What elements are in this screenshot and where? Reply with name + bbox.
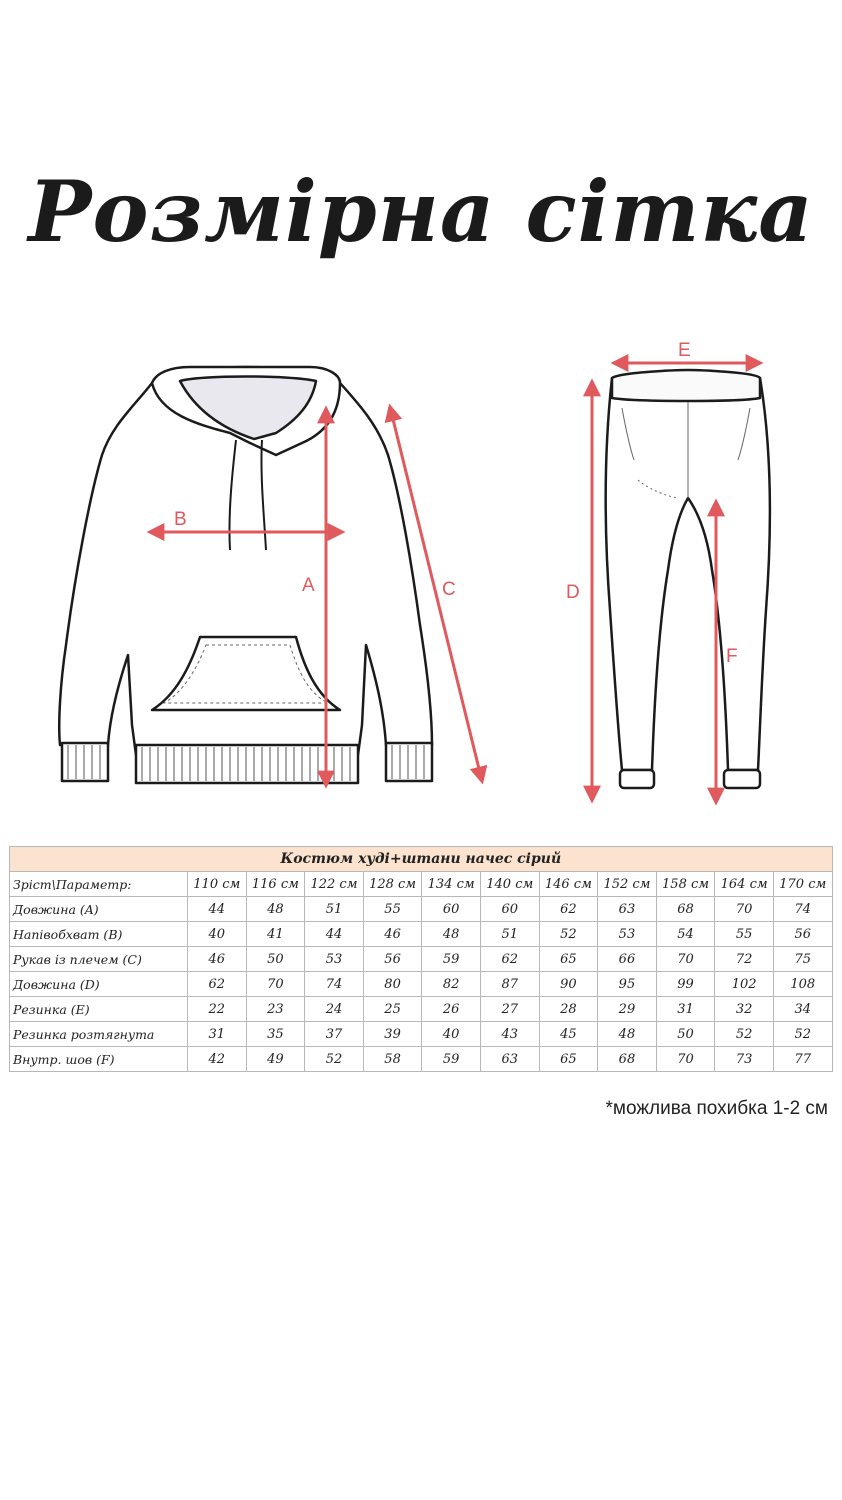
table-cell: 23 <box>246 997 305 1022</box>
size-header: 170 см <box>773 872 832 897</box>
table-cell: 66 <box>598 947 657 972</box>
table-cell: 52 <box>305 1047 364 1072</box>
table-cell: 39 <box>363 1022 422 1047</box>
hoodie-label-b: B <box>174 509 187 530</box>
pants-label-e: E <box>678 340 691 361</box>
table-cell: 55 <box>363 897 422 922</box>
table-cell: 70 <box>656 947 715 972</box>
table-cell: 53 <box>305 947 364 972</box>
row-label: Довжина (A) <box>10 897 188 922</box>
size-header: 134 см <box>422 872 481 897</box>
table-cell: 65 <box>539 947 598 972</box>
table-cell: 31 <box>188 1022 247 1047</box>
row-label: Довжина (D) <box>10 972 188 997</box>
table-cell: 40 <box>422 1022 481 1047</box>
row-label: Резинка (E) <box>10 997 188 1022</box>
table-cell: 87 <box>480 972 539 997</box>
table-cell: 48 <box>246 897 305 922</box>
table-cell: 56 <box>363 947 422 972</box>
table-body <box>10 897 833 1072</box>
table-cell: 51 <box>480 922 539 947</box>
size-table <box>9 846 833 1072</box>
table-cell: 95 <box>598 972 657 997</box>
table-cell: 22 <box>188 997 247 1022</box>
header-label: Зріст\Параметр: <box>10 872 188 897</box>
table-cell: 60 <box>422 897 481 922</box>
table-cell: 43 <box>480 1022 539 1047</box>
table-cell: 74 <box>773 897 832 922</box>
table-cell: 48 <box>422 922 481 947</box>
size-header: 152 см <box>598 872 657 897</box>
table-cell: 52 <box>539 922 598 947</box>
table-cell: 75 <box>773 947 832 972</box>
table-cell: 59 <box>422 947 481 972</box>
size-header: 116 см <box>246 872 305 897</box>
table-row <box>10 972 833 997</box>
table-cell: 55 <box>715 922 774 947</box>
footnote: *можлива похибка 1-2 см <box>605 1098 828 1119</box>
table-cell: 62 <box>539 897 598 922</box>
table-header-row <box>10 872 833 897</box>
table-cell: 34 <box>773 997 832 1022</box>
table-cell: 46 <box>188 947 247 972</box>
table-cell: 40 <box>188 922 247 947</box>
size-header: 128 см <box>363 872 422 897</box>
table-cell: 73 <box>715 1047 774 1072</box>
table-row <box>10 997 833 1022</box>
table-cell: 37 <box>305 1022 364 1047</box>
table-cell: 70 <box>246 972 305 997</box>
table-cell: 31 <box>656 997 715 1022</box>
table-cell: 53 <box>598 922 657 947</box>
size-header: 164 см <box>715 872 774 897</box>
table-cell: 74 <box>305 972 364 997</box>
table-cell: 28 <box>539 997 598 1022</box>
table-cell: 63 <box>480 1047 539 1072</box>
table-cell: 70 <box>715 897 774 922</box>
table-row <box>10 1047 833 1072</box>
table-cell: 41 <box>246 922 305 947</box>
table-cell: 24 <box>305 997 364 1022</box>
table-cell: 48 <box>598 1022 657 1047</box>
table-cell: 80 <box>363 972 422 997</box>
table-cell: 46 <box>363 922 422 947</box>
page-title: Розмірна сітка <box>28 162 814 261</box>
table-cell: 68 <box>598 1047 657 1072</box>
table-cell: 102 <box>715 972 774 997</box>
table-cell: 54 <box>656 922 715 947</box>
table-cell: 26 <box>422 997 481 1022</box>
table-cell: 99 <box>656 972 715 997</box>
table-cell: 52 <box>773 1022 832 1047</box>
table-cell: 32 <box>715 997 774 1022</box>
table-cell: 59 <box>422 1047 481 1072</box>
table-cell: 77 <box>773 1047 832 1072</box>
pants-sketch <box>560 330 790 815</box>
table-cell: 29 <box>598 997 657 1022</box>
table-cell: 56 <box>773 922 832 947</box>
hoodie-label-c: C <box>442 579 456 600</box>
size-header: 158 см <box>656 872 715 897</box>
table-cell: 35 <box>246 1022 305 1047</box>
table-cell: 27 <box>480 997 539 1022</box>
table-cell: 82 <box>422 972 481 997</box>
table-cell: 49 <box>246 1047 305 1072</box>
table-cell: 108 <box>773 972 832 997</box>
table-caption: Костюм худі+штани начес сірий <box>10 847 833 872</box>
table-row <box>10 897 833 922</box>
pants-label-f: F <box>726 646 738 667</box>
row-label: Напівобхват (B) <box>10 922 188 947</box>
hoodie-label-a: A <box>302 575 315 596</box>
table-row <box>10 947 833 972</box>
table-cell: 44 <box>305 922 364 947</box>
table-cell: 45 <box>539 1022 598 1047</box>
table-cell: 42 <box>188 1047 247 1072</box>
table-cell: 72 <box>715 947 774 972</box>
table-cell: 50 <box>656 1022 715 1047</box>
row-label: Внутр. шов (F) <box>10 1047 188 1072</box>
size-table-container <box>9 846 832 1072</box>
table-cell: 44 <box>188 897 247 922</box>
table-cell: 50 <box>246 947 305 972</box>
table-cell: 62 <box>188 972 247 997</box>
hoodie-sketch <box>40 345 500 805</box>
table-cell: 51 <box>305 897 364 922</box>
size-header: 140 см <box>480 872 539 897</box>
table-cell: 25 <box>363 997 422 1022</box>
row-label: Резинка розтягнута <box>10 1022 188 1047</box>
table-cell: 65 <box>539 1047 598 1072</box>
table-cell: 90 <box>539 972 598 997</box>
table-cell: 63 <box>598 897 657 922</box>
table-row <box>10 922 833 947</box>
table-cell: 68 <box>656 897 715 922</box>
size-header: 146 см <box>539 872 598 897</box>
table-cell: 58 <box>363 1047 422 1072</box>
size-header: 122 см <box>305 872 364 897</box>
pants-label-d: D <box>566 582 580 603</box>
table-cell: 60 <box>480 897 539 922</box>
table-cell: 62 <box>480 947 539 972</box>
size-header: 110 см <box>188 872 247 897</box>
table-cell: 70 <box>656 1047 715 1072</box>
table-cell: 52 <box>715 1022 774 1047</box>
table-row <box>10 1022 833 1047</box>
row-label: Рукав із плечем (C) <box>10 947 188 972</box>
